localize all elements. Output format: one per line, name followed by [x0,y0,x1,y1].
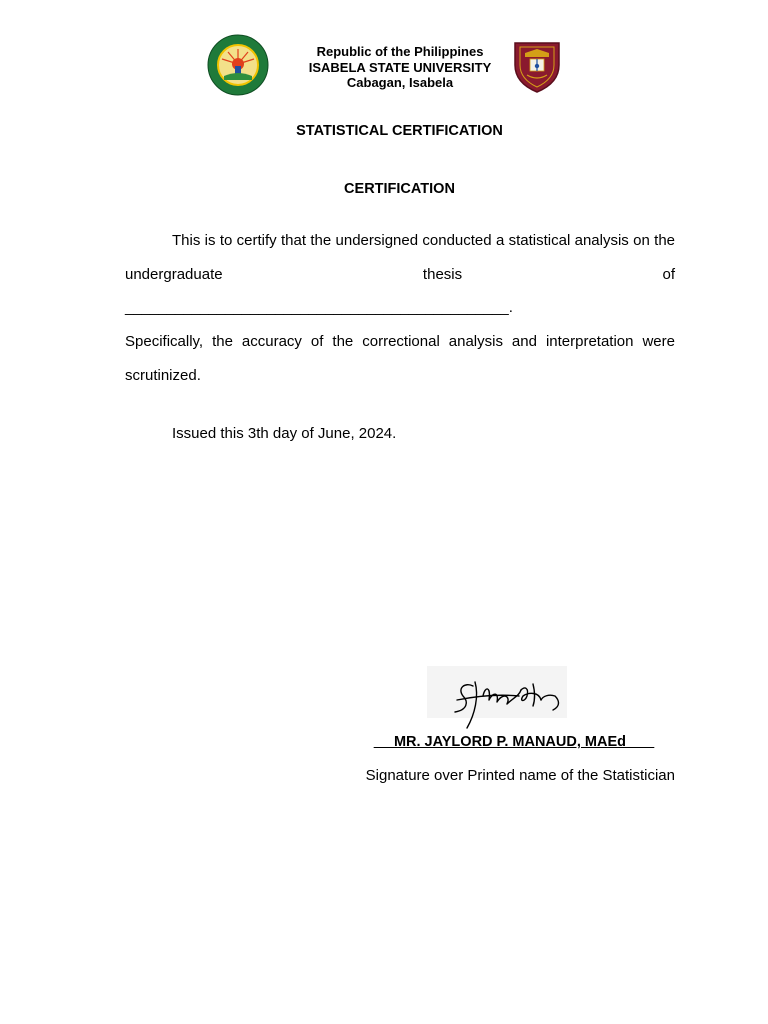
signature-caption: Signature over Printed name of the Statistician [365,767,675,784]
issued-date: Issued this 3th day of June, 2024. [172,425,397,442]
letterhead [284,44,516,91]
thesis-title-blank: ______________________________________________. [125,299,513,316]
certification-paragraph: This is to certify that the undersigned conducted a statistical analysis on the undergraduate thesis of [125,232,675,283]
document-title: STATISTICAL CERTIFICATION [296,123,503,139]
college-shield-icon [509,39,565,95]
letterhead-republic: Republic of the Philippines [316,44,484,59]
signatory-name: __ MR. JAYLORD P. MANAUD, MAEd_ __ [373,734,655,750]
letterhead-campus: Cabagan, Isabela [346,75,454,90]
scope-paragraph: Specifically, the accuracy of the correctional analysis and interpretation were scrutinized. [125,333,675,384]
isu-seal-icon [206,34,270,96]
handwritten-signature [427,666,567,732]
letterhead-university: ISABELA STATE UNIVERSITY [308,59,492,75]
document-subtitle: CERTIFICATION [344,181,455,197]
